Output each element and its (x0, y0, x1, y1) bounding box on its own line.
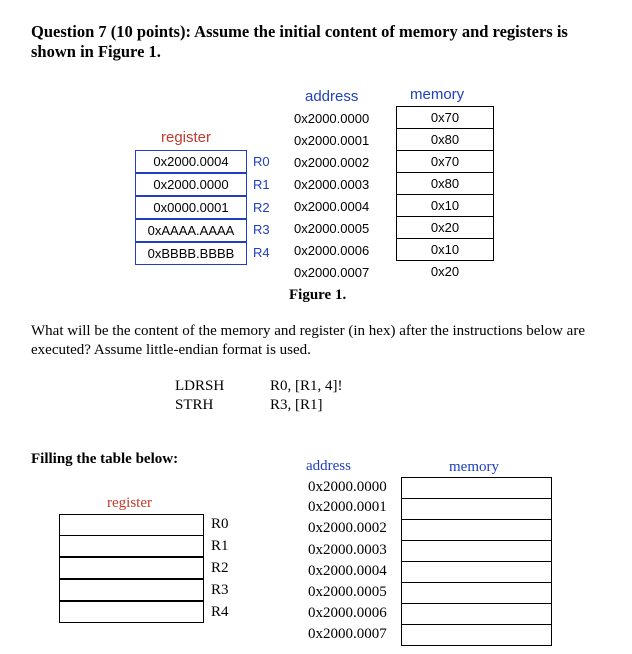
figure-register-name: R2 (253, 200, 270, 215)
answer-memory-input[interactable] (401, 603, 552, 625)
figure-memory-cell: 0x80 (397, 129, 494, 151)
answer-register-name: R0 (211, 516, 229, 532)
answer-address: 0x2000.0004 (308, 563, 387, 579)
figure-register-value: 0x0000.0001 (135, 196, 247, 219)
answer-register-input[interactable] (59, 579, 204, 601)
figure-register-name: R3 (253, 222, 270, 237)
figure-register-value: 0x2000.0004 (135, 150, 247, 173)
answer-memory-input[interactable] (401, 540, 552, 562)
instruction-op: LDRSH (175, 378, 225, 394)
figure-address: 0x2000.0005 (294, 221, 370, 236)
figure-address: 0x2000.0001 (294, 133, 370, 148)
answer-register-name: R2 (211, 560, 229, 576)
figure-register-name: R0 (253, 154, 270, 169)
figure-memory-cell: 0x20 (430, 264, 460, 279)
fill-table-label: Filling the table below: (31, 451, 179, 467)
figure-memory-cell: 0x20 (397, 217, 494, 239)
answer-address: 0x2000.0002 (308, 520, 387, 536)
figure-address: 0x2000.0004 (294, 199, 370, 214)
answer-register-header: register (107, 495, 152, 511)
answer-memory-input[interactable] (401, 624, 552, 646)
figure-address: 0x2000.0006 (294, 243, 370, 258)
answer-register-input[interactable] (59, 557, 204, 579)
figure-register-name: R4 (253, 245, 270, 260)
answer-memory-input[interactable] (401, 498, 552, 520)
figure-memory-cell: 0x70 (397, 151, 494, 173)
answer-memory-input[interactable] (401, 582, 552, 604)
figure-address: 0x2000.0002 (294, 155, 370, 170)
answer-register-input[interactable] (59, 514, 204, 536)
answer-register-input[interactable] (59, 535, 204, 557)
answer-address: 0x2000.0001 (308, 499, 387, 515)
answer-memory-input[interactable] (401, 561, 552, 583)
figure-memory-cell: 0x70 (397, 107, 494, 129)
answer-memory-input[interactable] (401, 519, 552, 541)
answer-register-name: R3 (211, 582, 229, 598)
instruction-op: STRH (175, 397, 214, 413)
instruction-args: R0, [R1, 4]! (270, 378, 343, 394)
figure-address-header: address (305, 88, 359, 105)
figure-address: 0x2000.0007 (294, 265, 370, 280)
figure-memory-header: memory (410, 86, 465, 103)
figure-register-value: 0xAAAA.AAAA (135, 219, 247, 242)
instruction-args: R3, [R1] (270, 397, 323, 413)
answer-address: 0x2000.0005 (308, 584, 387, 600)
figure-memory-table (396, 106, 494, 282)
question-prompt: What will be the content of the memory and register (in hex) after the instructions below are executed? Assume little-endian format is used. (31, 323, 585, 358)
answer-address: 0x2000.0006 (308, 605, 387, 621)
answer-address: 0x2000.0003 (308, 542, 387, 558)
answer-register-input[interactable] (59, 601, 204, 623)
question-title: Question 7 (10 points): Assume the initial content of memory and registers is shown in Figure 1. (31, 22, 568, 61)
figure-memory-cell: 0x10 (397, 195, 494, 217)
answer-register-name: R4 (211, 604, 229, 620)
answer-memory-input[interactable] (401, 477, 552, 499)
figure-address: 0x2000.0003 (294, 177, 370, 192)
answer-address: 0x2000.0000 (308, 479, 387, 495)
answer-address: 0x2000.0007 (308, 626, 387, 642)
figure-register-value: 0x2000.0000 (135, 173, 247, 196)
figure-memory-cell: 0x80 (397, 173, 494, 195)
answer-memory-header: memory (449, 459, 499, 475)
figure-address: 0x2000.0000 (294, 111, 370, 126)
figure-register-name: R1 (253, 177, 270, 192)
answer-register-name: R1 (211, 538, 229, 554)
figure-caption: Figure 1. (289, 287, 347, 303)
figure-memory-cell: 0x10 (397, 239, 494, 261)
answer-address-header: address (306, 458, 351, 474)
figure-register-header: register (161, 129, 212, 146)
figure-register-value: 0xBBBB.BBBB (135, 242, 247, 265)
